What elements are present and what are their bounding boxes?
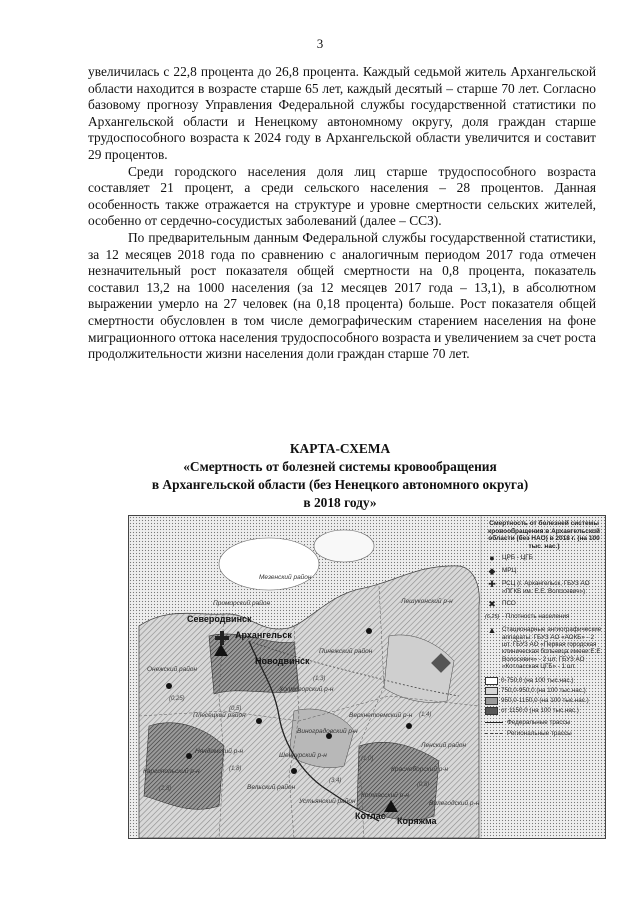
density-sample: (6,25) bbox=[485, 614, 500, 621]
legend-gradient-item bbox=[485, 707, 603, 715]
city-label-severodvinsk: Северодвинск bbox=[187, 614, 252, 624]
region-map bbox=[128, 515, 606, 839]
legend-item-crb bbox=[485, 554, 603, 562]
island-shape bbox=[314, 530, 374, 562]
rsc-cross-icon: ✚ bbox=[488, 579, 496, 590]
city-label-kotlas: Котлас bbox=[355, 811, 386, 821]
map-legend bbox=[485, 520, 603, 737]
district-label-kargopol: Каргопольский р-н bbox=[143, 768, 200, 775]
crb-dot-3 bbox=[291, 768, 297, 774]
legend-line-federal bbox=[485, 719, 603, 726]
legend-label: РСЦ (г. Архангельск, ГБУЗ АО «ПГКБ им. Е.Е. Волосевич») bbox=[502, 580, 590, 595]
color-swatch bbox=[485, 677, 498, 685]
legend-item-pso bbox=[485, 600, 603, 608]
density-label: (1,8) bbox=[229, 766, 242, 772]
district-label-leshukon: Лешуконский р-н bbox=[401, 598, 453, 605]
paragraph-1: увеличилась с 22,8 процента до 26,8 процента. Каждый седьмой житель Архангельской области находится в возрасте старше 65 лет, каждый десятый – старше 70 лет. Согласно базовому прогнозу Управления Федеральной службы государственной статистики по Архангельской области и Ненецкому автономному округу, доля граждан старше трудоспособного возраста к 2024 году в Архангельской области увеличится и составит 29 процентов. bbox=[88, 64, 596, 162]
district-label-shenkursk: Шенкурский р-н bbox=[279, 752, 327, 759]
legend-item-rsc bbox=[485, 580, 603, 595]
district-label-velsk: Вельский район bbox=[247, 784, 296, 791]
legend-label: ЦРБ - ЦГБ bbox=[502, 554, 533, 562]
legend-label: 0-750,0 (на 100 тыс.нас.) bbox=[501, 676, 574, 684]
legend-label: Федеральные трассы bbox=[507, 718, 571, 726]
district-label-vinogradovo: Виноградовский р-н bbox=[297, 728, 358, 735]
legend-label: - Плотность населения bbox=[502, 613, 570, 621]
city-label-koryazhma: Коряжма bbox=[397, 816, 437, 826]
mrc-diamond-icon: ◆ bbox=[488, 566, 496, 577]
city-label-novodvinsk: Новодвинск bbox=[255, 656, 310, 666]
legend-label: ПСО bbox=[502, 600, 516, 608]
legend-gradient bbox=[485, 677, 603, 715]
crb-dot-1 bbox=[256, 718, 262, 724]
district-label-vilegodsk: Вилегодский р-н bbox=[429, 800, 480, 807]
crb-dot-5 bbox=[406, 723, 412, 729]
district-label-primorsky: Приморский район bbox=[213, 600, 271, 607]
district-label-mezen: Мезенский район bbox=[259, 574, 312, 581]
color-swatch bbox=[485, 707, 498, 715]
district-label-kholmogory: Холмогорский р-н bbox=[279, 686, 334, 693]
legend-label: от 1150,0 (на 100 тыс.нас.) bbox=[501, 706, 579, 714]
district-label-lensky: Ленский район bbox=[421, 742, 467, 749]
district-label-ustya: Устьянский район bbox=[299, 798, 356, 805]
page-number: 3 bbox=[316, 36, 324, 51]
legend-item-density bbox=[485, 613, 603, 621]
density-label: (1,3) bbox=[313, 676, 326, 682]
density-label: (3,4) bbox=[329, 778, 342, 784]
legend-item-angiograph bbox=[485, 626, 603, 670]
regional-road-line-icon bbox=[485, 733, 503, 734]
crb-dot-7 bbox=[166, 683, 172, 689]
city-label-arkhangelsk: Архангельск bbox=[235, 630, 292, 640]
legend-label: Стационарные ангиографические аппараты: ГБУЗ АО «АОКБ» - 2 шт. ГБУЗ АО «Первая городская клиническая больница имени Е.Е. Волосевич» - 2 шт. ГБУЗ АО «Котласская ЦГБ» - 1 шт. bbox=[502, 626, 603, 671]
district-label-krasnoborsk: Красноборский р-н bbox=[391, 766, 449, 773]
crb-dot-4 bbox=[186, 753, 192, 759]
district-label-onega: Онежский район bbox=[147, 666, 198, 673]
district-label-verkhnyaya-toyma: Верхнетоемский р-н bbox=[349, 712, 413, 719]
paragraph-2: Среди городского населения доля лиц старше трудоспособного возраста составляет 21 процент, а среди сельского населения – 28 процентов. Данная особенность также отражается на структуре и уровне смертности сельских жителей, особенно от сердечно-сосудистых заболеваний (далее – ССЗ). bbox=[88, 163, 596, 229]
density-label: (2,8) bbox=[159, 786, 172, 792]
legend-gradient-item bbox=[485, 697, 603, 705]
white-sea-bay bbox=[219, 538, 319, 590]
legend-label: Региональные трассы bbox=[507, 730, 572, 738]
density-label: (1,4) bbox=[419, 712, 432, 718]
density-label: (0,8) bbox=[417, 782, 430, 788]
federal-road-line-icon bbox=[485, 722, 503, 723]
body-text bbox=[88, 64, 596, 363]
legend-label: МРЦ bbox=[502, 567, 517, 575]
density-label: (0,25) bbox=[169, 696, 185, 702]
legend-gradient-item bbox=[485, 677, 603, 685]
pso-icon: ✖ bbox=[488, 599, 496, 610]
angiograph-triangle-icon: ▲ bbox=[487, 625, 497, 636]
color-swatch bbox=[485, 697, 498, 705]
district-label-plesetsk: Плесецкий район bbox=[193, 712, 246, 719]
legend-title: Смертность от болезней системы кровообращения в Архангельской области (без НАО) в 2018 г. (на 100 тыс. нас.) bbox=[488, 520, 600, 550]
map-heading-line-4: в 2018 году» bbox=[303, 495, 377, 510]
legend-item-mrc bbox=[485, 567, 603, 575]
map-heading-line-1: КАРТА-СХЕМА bbox=[289, 441, 391, 456]
legend-label: 750,0-950,0 (на 100 тыс.нас.) bbox=[501, 686, 586, 694]
density-label: (0,5) bbox=[229, 706, 242, 712]
map-heading bbox=[60, 440, 620, 512]
legend-line-regional bbox=[485, 730, 603, 737]
color-swatch bbox=[485, 687, 498, 695]
legend-gradient-item bbox=[485, 687, 603, 695]
legend-label: 950,0-1150,0 (на 100 тыс.нас.) bbox=[501, 696, 589, 704]
crb-dot-icon: ● bbox=[489, 553, 495, 564]
map-heading-line-2: «Смертность от болезней системы кровообращения bbox=[183, 459, 497, 474]
crb-dot-6 bbox=[366, 628, 372, 634]
district-label-pinega: Пинежский район bbox=[319, 648, 373, 655]
district-label-nyandoma: Няндомский р-н bbox=[195, 748, 244, 755]
paragraph-3: По предварительным данным Федеральной службы государственной статистики, за 12 месяцев 2018 года по сравнению с аналогичным периодом 2017 года отмечен незначительный рост показателя общей смертности на 0,8 процента, показатель составил 13,2 на 1000 населения (за 12 месяцев 2017 года – 13,1), в абсолютном выражении умерло на 27 человек (на 0,18 процента) больше. Рост показателя общей смертности обусловлен в том числе демографическим старением населения на фоне миграционного оттока населения трудоспособного возраста и увеличением за счет роста продолжительности жизни населения доли граждан старше 70 лет. bbox=[88, 229, 596, 362]
district-label-kotlas-district: Котласский р-н bbox=[361, 792, 409, 799]
density-label: (1,0) bbox=[361, 756, 374, 762]
map-heading-line-3: в Архангельской области (без Ненецкого автономного округа) bbox=[151, 477, 529, 492]
